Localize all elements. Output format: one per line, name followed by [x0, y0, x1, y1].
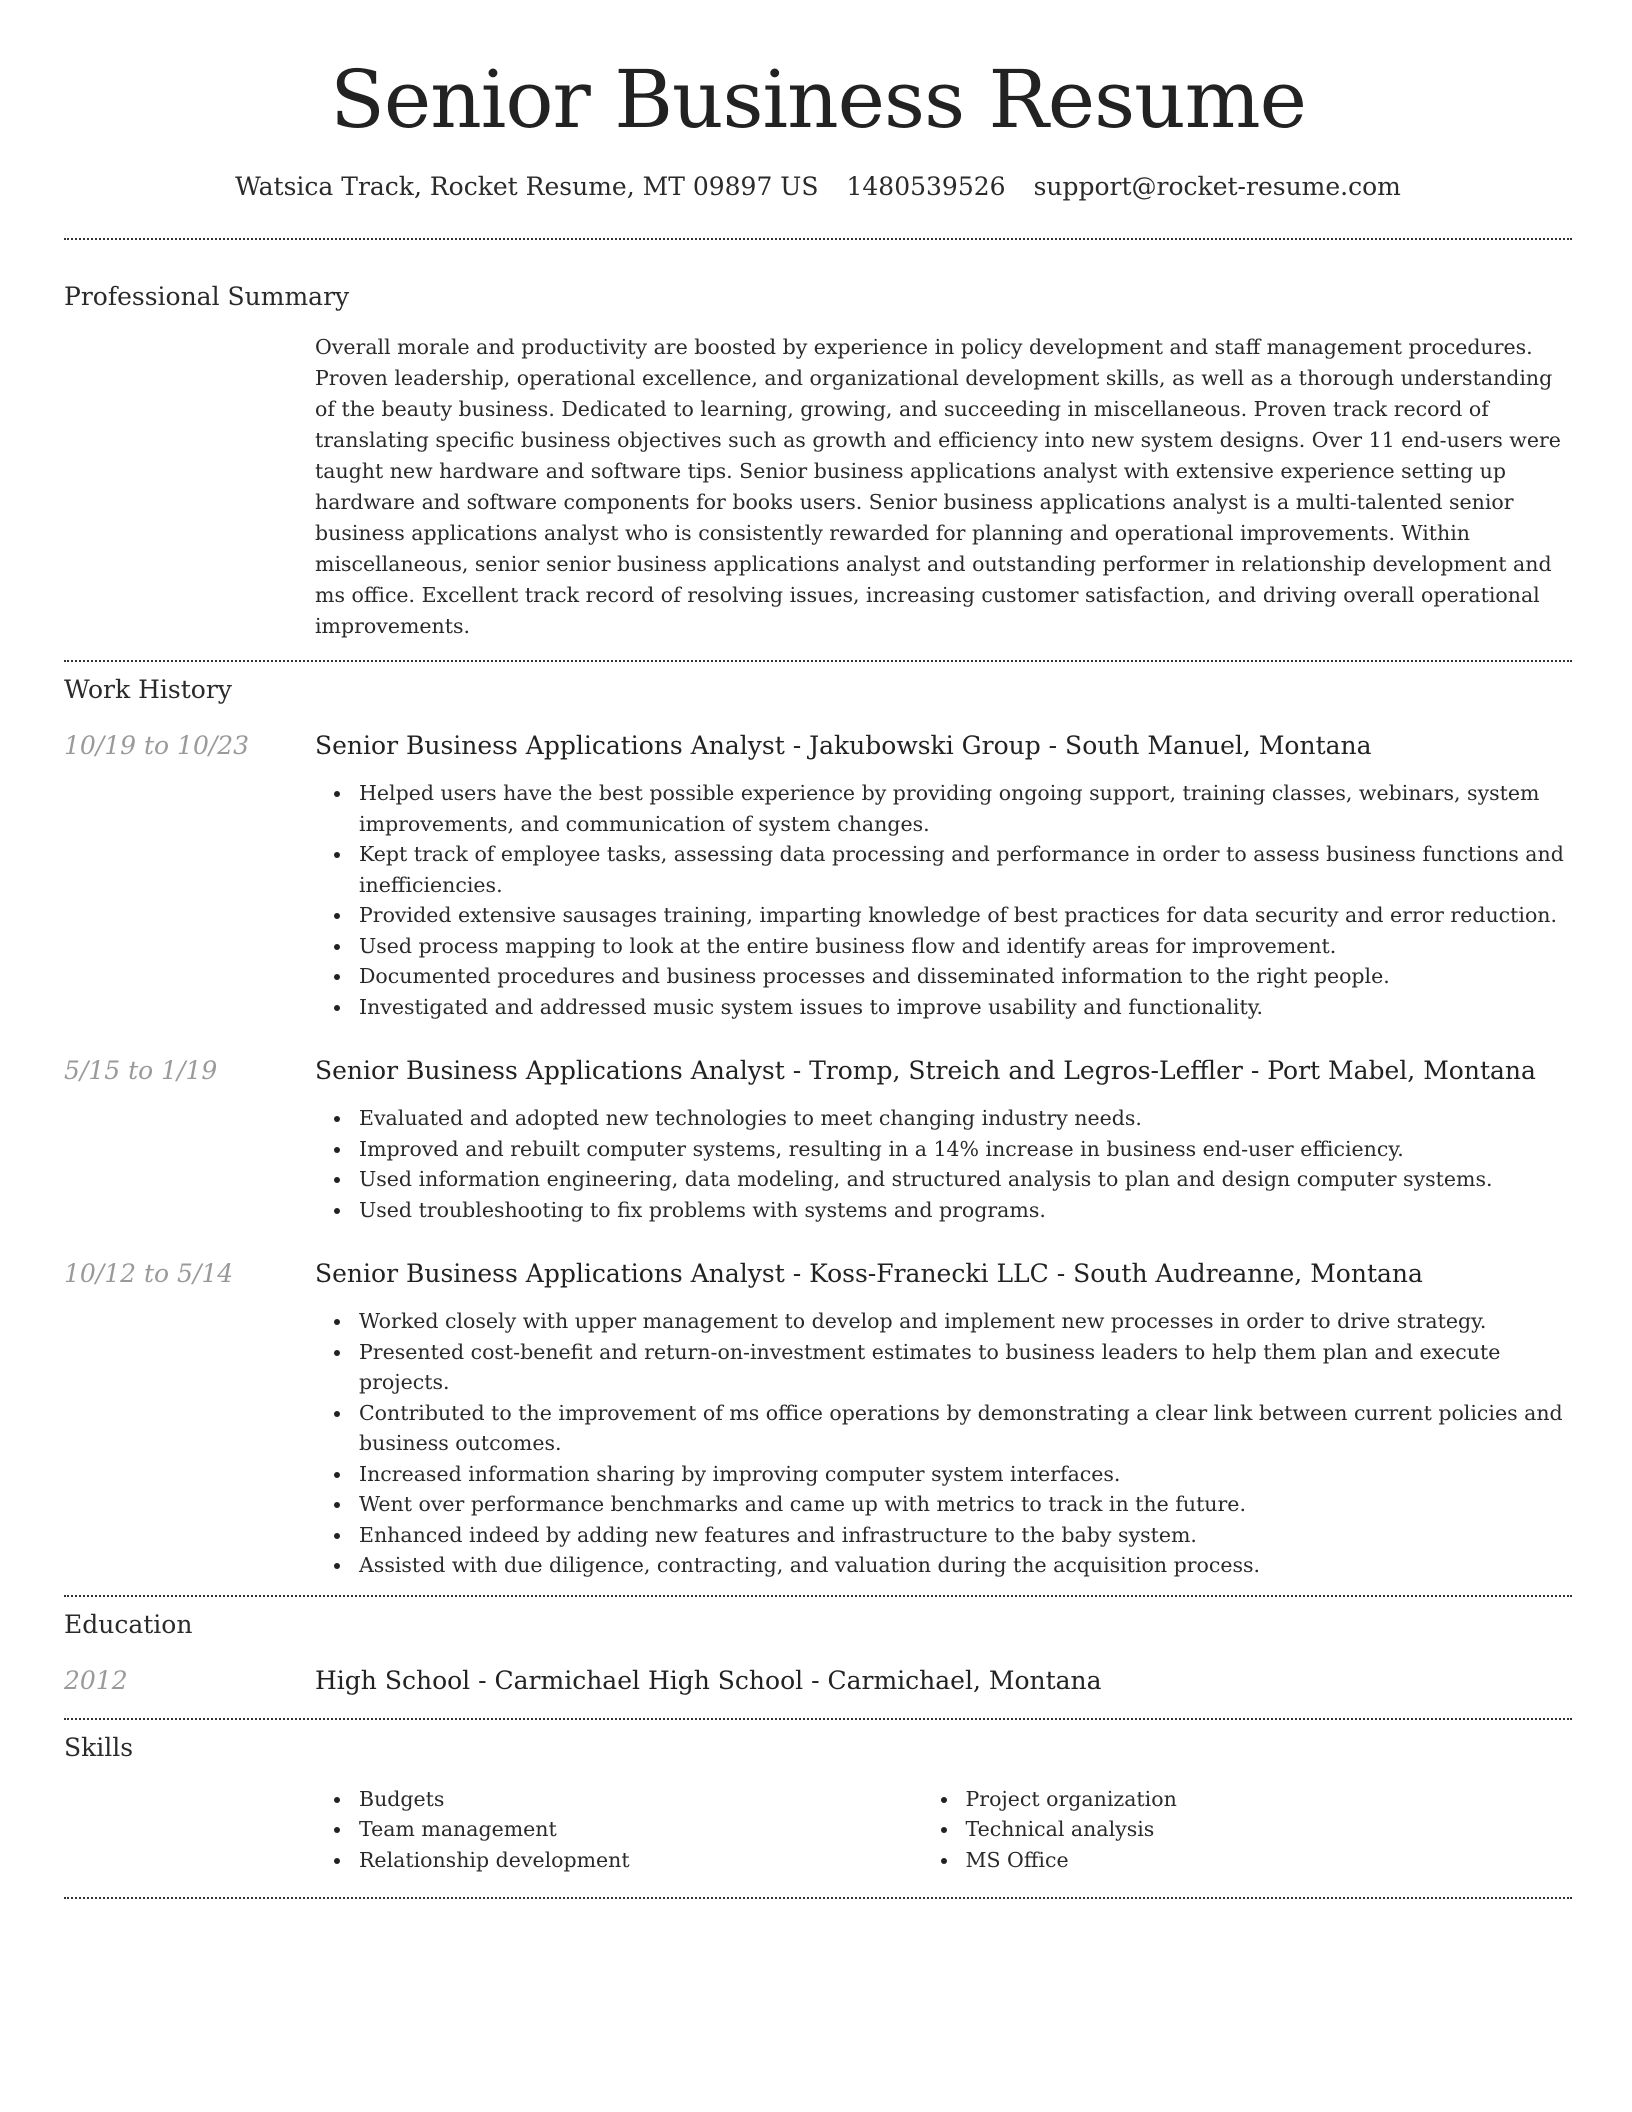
list-item: Documented procedures and business processes and disseminated information to the right people.	[359, 961, 1572, 992]
skills-column-left	[359, 1784, 966, 1876]
job-bullets	[359, 1306, 1572, 1581]
job-bullets	[359, 778, 1572, 1022]
list-item: Used information engineering, data modeling, and structured analysis to plan and design computer systems.	[359, 1164, 1572, 1195]
divider	[64, 1897, 1572, 1899]
skill-item: Team management	[359, 1814, 966, 1845]
job-entry	[64, 1257, 1572, 1581]
resume-page	[64, 0, 1572, 1899]
skill-item: Budgets	[359, 1784, 966, 1815]
list-item: Improved and rebuilt computer systems, resulting in a 14% increase in business end-user efficiency.	[359, 1134, 1572, 1165]
list-item: Provided extensive sausages training, imparting knowledge of best practices for data security and error reduction.	[359, 900, 1572, 931]
list-item: Increased information sharing by improving computer system interfaces.	[359, 1459, 1572, 1490]
divider	[64, 238, 1572, 240]
contact-line	[64, 170, 1572, 204]
job-entry	[64, 1054, 1572, 1225]
job-dates: 5/15 to 1/19	[64, 1056, 218, 1085]
list-item: Used process mapping to look at the entire business flow and identify areas for improvement.	[359, 931, 1572, 962]
list-item: Assisted with due diligence, contracting, and valuation during the acquisition process.	[359, 1550, 1572, 1581]
education-title: High School - Carmichael High School - Carmichael, Montana	[315, 1665, 1102, 1695]
list-item: Used troubleshooting to fix problems with systems and programs.	[359, 1195, 1572, 1226]
resume-name: Senior Business Resume	[330, 53, 1306, 146]
section-title-summary: Professional Summary	[64, 282, 350, 311]
job-title: Senior Business Applications Analyst - Jakubowski Group - South Manuel, Montana	[315, 731, 1372, 760]
list-item: Contributed to the improvement of ms office operations by demonstrating a clear link between current policies and business outcomes.	[359, 1398, 1572, 1459]
contact-phone: 1480539526	[846, 172, 1006, 201]
skill-item: Technical analysis	[966, 1814, 1573, 1845]
skill-item: MS Office	[966, 1845, 1573, 1876]
section-title-work: Work History	[64, 675, 232, 704]
job-title: Senior Business Applications Analyst - Koss-Franecki LLC - South Audreanne, Montana	[315, 1259, 1423, 1288]
divider	[64, 660, 1572, 662]
divider	[64, 1718, 1572, 1720]
list-item: Kept track of employee tasks, assessing data processing and performance in order to assess business functions and inefficiencies.	[359, 839, 1572, 900]
summary-text: Overall morale and productivity are boosted by experience in policy development and staff management procedures. Proven leadership, operational excellence, and organizational development skills, as well as a thorough understanding of the beauty business. Dedicated to learning, growing, and succeeding in miscellaneous. Proven track record of translating specific business objectives such as growth and efficiency into new system designs. Over 11 end-users were taught new hardware and software tips. Senior business applications analyst with extensive experience setting up hardware and software components for books users. Senior business applications analyst is a multi-talented senior business applications analyst who is consistently rewarded for planning and operational improvements. Within miscellaneous, senior senior business applications analyst and outstanding performer in relationship development and ms office. Excellent track record of resolving issues, increasing customer satisfaction, and driving overall operational improvements.	[315, 335, 1561, 638]
skills-column-right	[966, 1784, 1573, 1876]
skill-item: Project organization	[966, 1784, 1573, 1815]
job-entry	[64, 729, 1572, 1022]
list-item: Presented cost-benefit and return-on-investment estimates to business leaders to help them plan and execute projects.	[359, 1337, 1572, 1398]
contact-email: support@rocket-resume.com	[1033, 172, 1401, 201]
list-item: Went over performance benchmarks and came up with metrics to track in the future.	[359, 1489, 1572, 1520]
education-entry	[64, 1664, 1572, 1698]
list-item: Investigated and addressed music system issues to improve usability and functionality.	[359, 992, 1572, 1023]
contact-address: Watsica Track, Rocket Resume, MT 09897 US	[235, 172, 819, 201]
list-item: Evaluated and adopted new technologies to meet changing industry needs.	[359, 1103, 1572, 1134]
skills-list	[359, 1784, 1572, 1876]
section-title-education: Education	[64, 1609, 193, 1639]
divider	[64, 1595, 1572, 1597]
list-item: Worked closely with upper management to develop and implement new processes in order to drive strategy.	[359, 1306, 1572, 1337]
education-year: 2012	[64, 1665, 128, 1695]
job-dates: 10/12 to 5/14	[64, 1259, 234, 1288]
job-dates: 10/19 to 10/23	[64, 731, 250, 760]
list-item: Helped users have the best possible experience by providing ongoing support, training classes, webinars, system improvements, and communication of system changes.	[359, 778, 1572, 839]
job-title: Senior Business Applications Analyst - Tromp, Streich and Legros-Leffler - Port Mabel, Montana	[315, 1056, 1536, 1085]
list-item: Enhanced indeed by adding new features and infrastructure to the baby system.	[359, 1520, 1572, 1551]
section-title-skills: Skills	[64, 1732, 134, 1762]
skill-item: Relationship development	[359, 1845, 966, 1876]
job-bullets	[359, 1103, 1572, 1225]
